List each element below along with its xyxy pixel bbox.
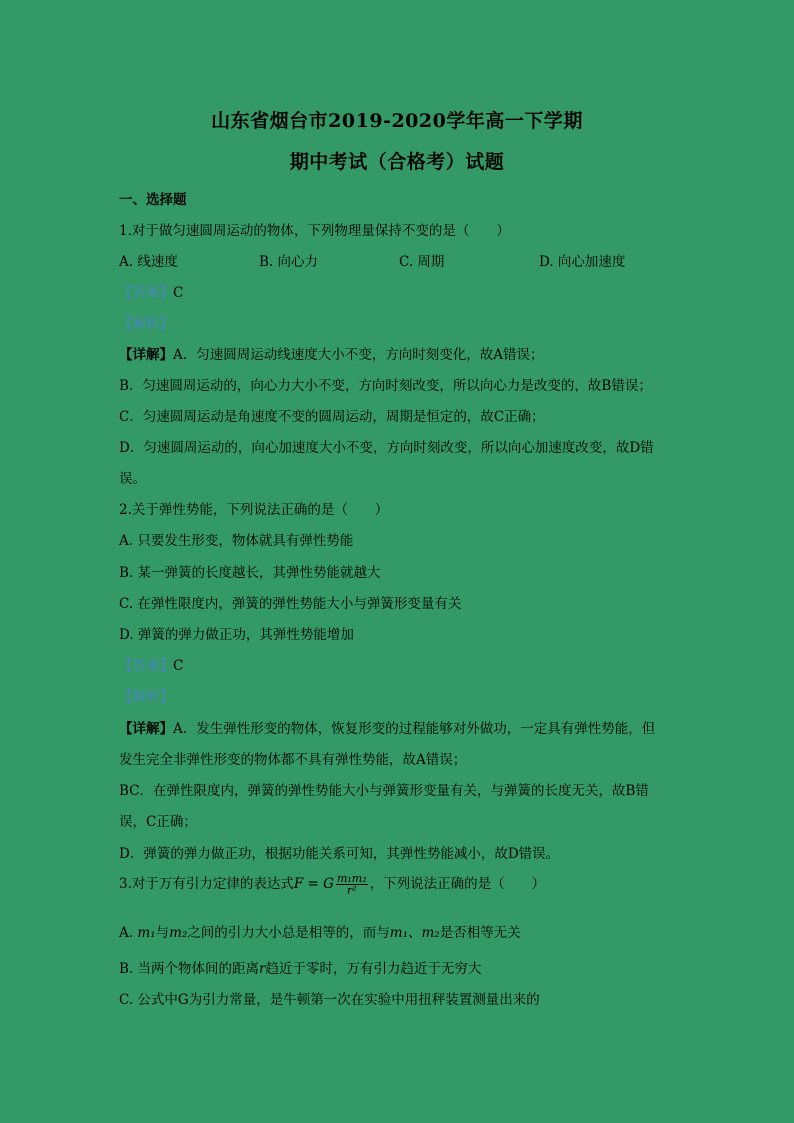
q2-option-b: B. 某一弹簧的长度越长，其弹性势能就越大 [119, 565, 381, 581]
detail-text: A．发生弹性形变的物体，恢复形变的过程能够对外做功，一定具有弹性势能，但 [173, 721, 656, 737]
answer-value: C [173, 285, 184, 301]
q1-detail-line: C．匀速圆周运动是角速度不变的圆周运动，周期是恒定的，故C正确； [119, 409, 545, 425]
q1-option-b: B. 向心力 [259, 254, 319, 270]
detail-tag: 【详解】 [119, 721, 173, 737]
q1-stem: 1.对于做匀速圆周运动的物体，下列物理量保持不变的是（ ） [119, 223, 510, 239]
formula-denominator: r² [346, 884, 357, 897]
q2-analysis-tag: 【解析】 [119, 689, 173, 705]
symbol-r: r [259, 961, 266, 977]
detail-text: A．匀速圆周运动线速度大小不变，方向时刻变化，故A错误； [173, 347, 544, 363]
answer-value: C [173, 658, 184, 674]
q1-detail-line: B．匀速圆周运动的，向心力大小不变，方向时刻改变，所以向心力是改变的，故B错误； [119, 378, 652, 394]
section-heading: 一、选择题 [119, 192, 187, 208]
q2-stem: 2.关于弹性势能，下列说法正确的是（ ） [119, 502, 389, 518]
symbol-m1: m₁ [389, 925, 408, 941]
document-title: 山东省烟台市2019-2020学年高一下学期 [211, 110, 583, 132]
q2-answer [119, 654, 183, 674]
q2-detail-line: 发生完全非弹性形变的物体都不具有弹性势能，故A错误； [119, 752, 467, 768]
formula-fraction [336, 873, 368, 896]
q2-option-d: D. 弹簧的弹力做正功，其弹性势能增加 [119, 627, 354, 643]
symbol-m1: m₁ [137, 925, 156, 941]
q1-analysis-tag: 【解析】 [119, 316, 173, 332]
q1-detail-line: D．匀速圆周运动的，向心加速度大小不变，方向时刻改变，所以向心加速度改变，故D错 [119, 440, 654, 456]
formula-numerator: m₁m₂ [336, 872, 367, 885]
symbol-m2: m₂ [169, 925, 188, 941]
option-text: 与 [155, 925, 170, 941]
q1-detail-line [119, 343, 544, 363]
q2-detail-line: 误，C正确； [119, 814, 197, 830]
option-text: 、 [408, 925, 422, 941]
answer-tag: 【答案】 [119, 285, 173, 301]
symbol-m2: m₂ [421, 925, 440, 941]
option-text: 是否相等无关 [439, 925, 521, 941]
q3-stem [119, 872, 545, 896]
q3-stem-text: 3.对于万有引力定律的表达式 [119, 876, 294, 892]
q1-option-a: A. 线速度 [119, 254, 178, 270]
document-subtitle: 期中考试（合格考）试题 [289, 151, 505, 173]
q2-detail-line: D．弹簧的弹力做正功，根据功能关系可知，其弹性势能减小，故D错误。 [119, 846, 560, 862]
q3-option-b [119, 957, 481, 977]
option-text: 趋近于零时，万有引力趋近于无穷大 [265, 961, 482, 977]
option-text: 之间的引力大小总是相等的，而与 [187, 925, 390, 941]
q1-detail-line: 误。 [119, 471, 146, 487]
q3-stem-text: ，下列说法正确的是（ ） [369, 876, 546, 892]
q2-detail-line [119, 717, 655, 737]
formula-lhs: F = G [293, 876, 334, 892]
q1-option-c: C. 周期 [399, 254, 445, 270]
answer-tag: 【答案】 [119, 658, 173, 674]
q1-answer [119, 281, 183, 301]
q2-option-c: C. 在弹性限度内，弹簧的弹性势能大小与弹簧形变量有关 [119, 596, 462, 612]
q2-detail-line: BC．在弹性限度内，弹簧的弹性势能大小与弹簧形变量有关，与弹簧的长度无关，故B错 [119, 783, 649, 799]
q3-option-c: C. 公式中G为引力常量，是牛顿第一次在实验中用扭秤装置测量出来的 [119, 992, 540, 1008]
q3-option-a [119, 921, 521, 941]
q2-option-a: A. 只要发生形变，物体就具有弹性势能 [119, 533, 354, 549]
detail-tag: 【详解】 [119, 347, 173, 363]
option-label: A. [119, 925, 138, 941]
option-text: B. 当两个物体间的距离 [119, 961, 260, 977]
q1-option-d: D. 向心加速度 [539, 254, 626, 270]
